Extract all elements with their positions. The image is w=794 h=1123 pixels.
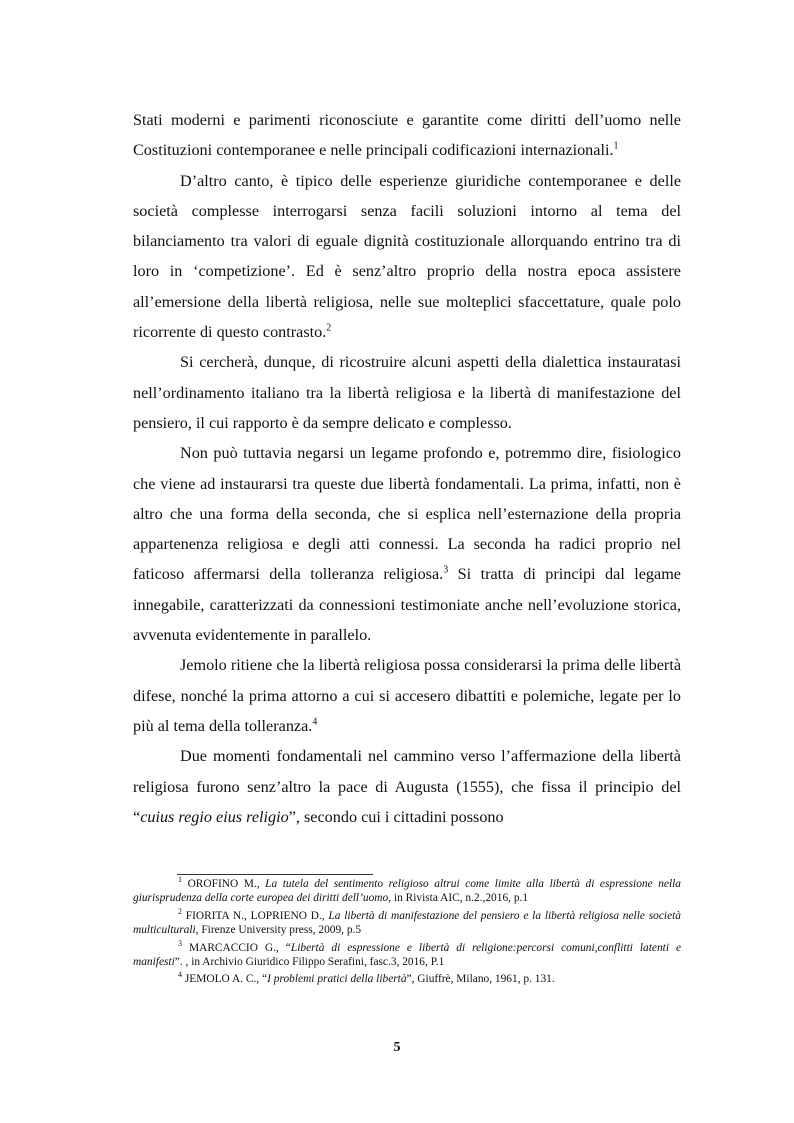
footnotes [133, 877, 681, 987]
paragraph-3: Si cercherà, dunque, di ricostruire alcuni aspetti della dialettica instauratasi nell’ordinamento italiano tra la libertà religiosa e la libertà di manifestazione del pensiero, il cui rapporto è da sempre delicato e complesso. [133, 353, 681, 432]
footnote-ref-3[interactable]: 3 [443, 565, 449, 577]
footnote-2: $^2$ FIORITA N., LOPRIENO D., La libertà di manifestazione del pensiero e la libertà religiosa nelle società multiculturali, Firenze University press, 2009, p.5 [133, 907, 681, 937]
footnote-3: $^3$ MARCACCIO G., “Libertà di espressione e libertà di religione:percorsi comuni,conflitti latenti e manifesti”. , in Archivio Giuridico Filippo Serafini, fasc.3, 2016, P.1 [133, 938, 682, 969]
paragraph-5: Jemolo ritiene che la libertà religiosa possa considerarsi la prima delle libertà difese, nonché la prima attorno a cui si accesero dibattiti e polemiche, legate per lo più al tema della tolleranza.$^4$ [133, 656, 681, 735]
footnote-ref-4[interactable]: 4 [312, 716, 318, 728]
paragraph-1: Stati moderni e parimenti riconosciute e garantite come diritti dell’uomo nelle Costituzioni contemporanee e nelle principali codificazioni internazionali.$^1$ [133, 111, 681, 160]
footnote-4: $^4$ JEMOLO A. C., “I problemi pratici della libertà”, Giuffrè, Milano, 1961, p. 131. [178, 970, 555, 986]
page-number: 5 [393, 1040, 401, 1055]
latin-phrase: cuius regio eius religio [140, 807, 289, 826]
footnote-ref-1[interactable]: 1 [613, 140, 619, 152]
footnote-separator [177, 874, 373, 875]
paragraph-4: Non può tuttavia negarsi un legame profondo e, potremmo dire, fisiologico che viene ad instaurarsi tra queste due libertà fondamentali. La prima, infatti, non è altro che una forma della seconda, che si esplica nell’esternazione della propria appartenenza religiosa e degli atti connessi. La seconda ha radici proprio nel faticoso affermarsi della tolleranza religiosa.$^3$ Si tratta di principi dal legame innegabile, caratterizzati da connessioni testimoniate anche nell’evoluzione storica, avvenuta evidentemente in parallelo. [133, 444, 681, 645]
paragraph-2: D’altro canto, è tipico delle esperienze giuridiche contemporanee e delle società complesse interrogarsi senza facili soluzioni intorno al tema del bilanciamento tra valori di eguale dignità costituzionale allorquando entrino tra di loro in ‘competizione’. Ed è senz’altro proprio della nostra epoca assistere all’emersione della libertà religiosa, nelle sue molteplici sfaccettature, quale polo ricorrente di questo contrasto.$^2$ [133, 171, 681, 342]
paragraph-6: Due momenti fondamentali nel cammino verso l’affermazione della libertà religiosa furono senz’altro la pace di Augusta (1555), che fissa il principio del “cuius regio eius religio”, secondo cui i cittadini possono [133, 747, 681, 826]
body-text [133, 105, 681, 832]
footnote-ref-2[interactable]: 2 [326, 322, 332, 334]
footnote-1: $^1$ OROFINO M., La tutela del sentimento religioso altrui come limite alla libertà di espressione nella giurisprudenza della corte europea dei diritti dell’uomo, in Rivista AIC, n.2.,2016, p.1 [133, 875, 682, 905]
